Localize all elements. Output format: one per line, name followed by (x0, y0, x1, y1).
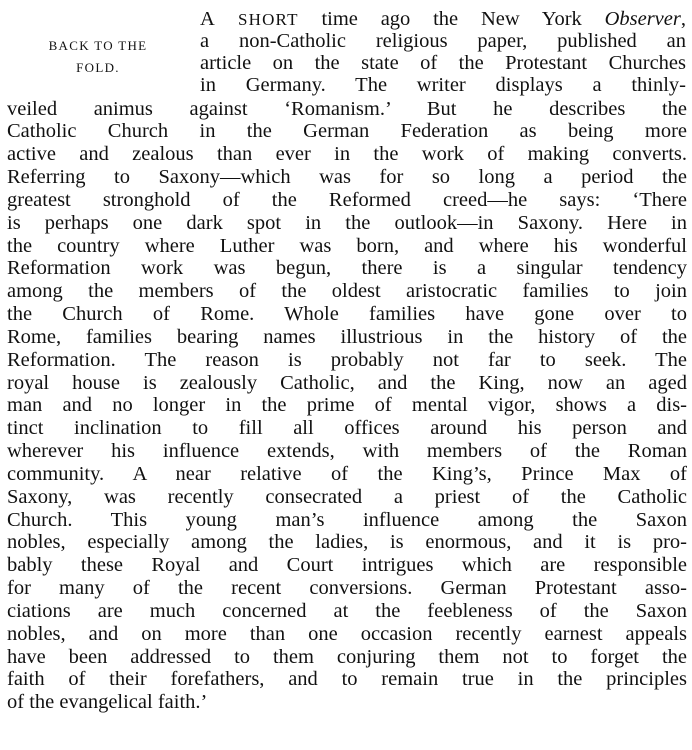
article-line-22: Saxony, was recently consecrated a priest of the Catholic (7, 486, 687, 508)
article-line-3: article on the state of the Protestant Churches (200, 52, 686, 74)
article-line-12: Reformation work was begun, there is a singular tendency (7, 257, 687, 279)
side-note-line-2: FOLD. (76, 60, 120, 75)
side-note-line-1: BACK TO THE (48, 38, 148, 53)
article-line-18: man and no longer in the prime of mental vigor, shows a dis- (7, 394, 687, 416)
article-line-1-text: time ago the New York Observer, (298, 8, 686, 30)
article-line-4: in Germany. The writer displays a thinly- (200, 74, 686, 96)
article-line-19: tinct inclination to fill all offices around his person and (7, 417, 687, 439)
article-line-13: among the members of the oldest aristocratic families to join (7, 280, 687, 302)
article-line-28: nobles, and on more than one occasion recently earnest appeals (7, 623, 687, 645)
article-line-7: active and zealous than ever in the work of making converts. (7, 143, 687, 165)
lead-letter: A (200, 8, 215, 30)
article-line-24: nobles, especially among the ladies, is enormous, and it is pro- (7, 531, 687, 553)
article-line-31: of the evangelical faith.’ (7, 691, 208, 713)
article-line-9: greatest stronghold of the Reformed creed—he says: ‘There (7, 189, 687, 211)
article-line-27: ciations are much concerned at the feebleness of the Saxon (7, 600, 687, 622)
article-line-6: Catholic Church in the German Federation as being more (7, 120, 687, 142)
article-line-15: Rome, families bearing names illustrious in the history of the (7, 326, 687, 348)
article-line-26: for many of the recent conversions. German Protestant asso- (7, 577, 687, 599)
article-line-21: community. A near relative of the King’s, Prince Max of (7, 463, 687, 485)
article-line-1 (200, 8, 686, 31)
article-line-14: the Church of Rome. Whole families have gone over to (7, 303, 687, 325)
article-line-11: the country where Luther was born, and where his wonderful (7, 235, 687, 257)
article-line-25: bably these Royal and Court intrigues which are responsible (7, 554, 687, 576)
article-line-30: faith of their forefathers, and to remain true in the principles (7, 668, 687, 690)
article-line-2: a non-Catholic religious paper, published an (200, 30, 686, 52)
article-line-16: Reformation. The reason is probably not far to seek. The (7, 349, 687, 371)
article-line-5: veiled animus against ‘Romanism.’ But he describes the (7, 98, 687, 120)
article-line-29: have been addressed to them conjuring them not to forget the (7, 646, 687, 668)
lead-word: SHORT (214, 10, 299, 29)
article-line-8: Referring to Saxony—which was for so long a period the (7, 166, 687, 188)
article-line-20: wherever his influence extends, with members of the Roman (7, 440, 687, 462)
article-line-10: is perhaps one dark spot in the outlook—in Saxony. Here in (7, 212, 687, 234)
newspaper-title: Observer (604, 8, 681, 30)
article-line-17: royal house is zealously Catholic, and the King, now an aged (7, 372, 687, 394)
article-line-23: Church. This young man’s influence among the Saxon (7, 509, 687, 531)
